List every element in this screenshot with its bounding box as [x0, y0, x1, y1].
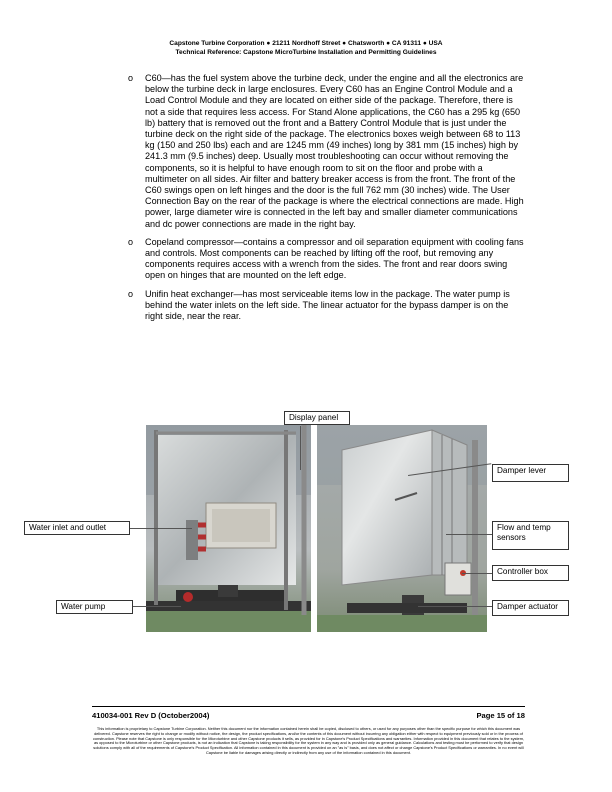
callout-water-pump: Water pump: [56, 600, 133, 614]
leader-line-display-panel: [300, 426, 301, 470]
header-line-company: Capstone Turbine Corporation ● 21211 Nordhoff Street ● Chatsworth ● CA 91311 ● USA: [169, 40, 443, 47]
leader-line-flow-temp: [446, 534, 492, 535]
bullet-marker: o: [128, 236, 134, 247]
leader-line-water-pump: [133, 606, 181, 607]
bullet-list: [128, 73, 525, 329]
leader-line-controller-box: [462, 573, 492, 574]
header-line-reference: Technical Reference: Capstone MicroTurbine Installation and Permitting Guidelines: [175, 49, 437, 56]
bullet-text: C60—has the fuel system above the turbine deck, under the engine and all the electronics are below the turbine deck in large enclosures. Every C60 has an Engine Control Module and a Load Control Module and they are located on either side of the package. Therefore, there is not a side that requires less access. For Stand Alone applications, the C60 has a 295 kg (650 lb) battery that is removed out the front and a Battery Control Module that is just under the turbine deck on the right side of the package. The electronics boxes weigh between 68 to 113 kg (150 and 250 lbs) each and are 1245 mm (49 inches) long by 381 mm (15 inches) high by 241.3 mm (9.5 inches) deep. Usually most troubleshooting can occur without removing the components, so it is helpful to have enough room to sit on the floor and probe with a multimeter on all sides. Air filter and battery breaker access is from the front. The front of the C60 swings open on left hinges and the door is the full 762 mm (30 inches) wide. The User Connection Bay on the rear of the package is where the electrical connections are made. High power, large diameter wire is connected in the left bay and smaller diameter communications and dc power connections are made in the right bay.: [145, 73, 524, 229]
leader-line-damper-actuator: [418, 606, 492, 607]
callout-controller-box: Controller box: [492, 565, 569, 581]
leader-line-water-inlet: [130, 528, 192, 529]
heat-exchanger-photo-right: [317, 425, 487, 632]
bullet-text: Copeland compressor—contains a compressor and oil separation equipment with cooling fans and controls. Most components can be reached by lifting off the roof, but removing any components requires access with a wrench from the sides. The front and rear doors swing open on hinges that are mounted on the left edge.: [145, 236, 524, 281]
callout-display-panel: Display panel: [284, 411, 350, 425]
footer-disclaimer: This information is proprietary to Capstone Turbine Corporation. Neither this document nor the information contained herein shall be copied, disclosed to others, or used for any purposes other than the specific purpose for which this document was delivered. Capstone reserves the right to change or modify without notice, the design, the product specifications, and/or the contents of this document without incurring any obligation either with respect to equipment previously sold or in the process of construction. Please note that Capstone is only responsible for the Microturbine and other Capstone products it sells, as provided for in Capstone's Product Specifications and warranties. Information provided in this document that relates to the system, as opposed to the Microturbine or other Capstone products, is not an indication that Capstone is taking responsibility for the system in any way and is provided only as general guidance. Calculations and testing must be performed to verify that design solutions comply with all of the requirements of Capstone's Product Specification. All information contained in this document is provided on an "as is" basis, and does not affect or change Capstone's Product Specifications or warranties. In no event will Capstone be liable for damages arising directly or indirectly from any use of the information contained in this document.: [92, 726, 525, 755]
footer-page-number: Page 15 of 18: [476, 711, 525, 720]
bullet-c60: [128, 73, 525, 230]
callout-damper-actuator: Damper actuator: [492, 600, 569, 616]
bullet-marker: o: [128, 288, 134, 299]
callout-flow-temp-sensors: Flow and temp sensors: [492, 521, 569, 550]
callout-water-inlet-outlet: Water inlet and outlet: [24, 521, 130, 535]
bullet-text: Unifin heat exchanger—has most serviceable items low in the package. The water pump is behind the water inlets on the left side. The linear actuator for the bypass damper is on the right side, near the rear.: [145, 288, 510, 322]
callout-damper-lever: Damper lever: [492, 464, 569, 482]
bullet-unifin-heat-exchanger: [128, 288, 525, 323]
bullet-copeland-compressor: [128, 236, 525, 282]
footer-rule: [92, 706, 525, 707]
bullet-marker: o: [128, 73, 134, 83]
footer-doc-id: 410034-001 Rev D (October2004): [92, 711, 210, 720]
